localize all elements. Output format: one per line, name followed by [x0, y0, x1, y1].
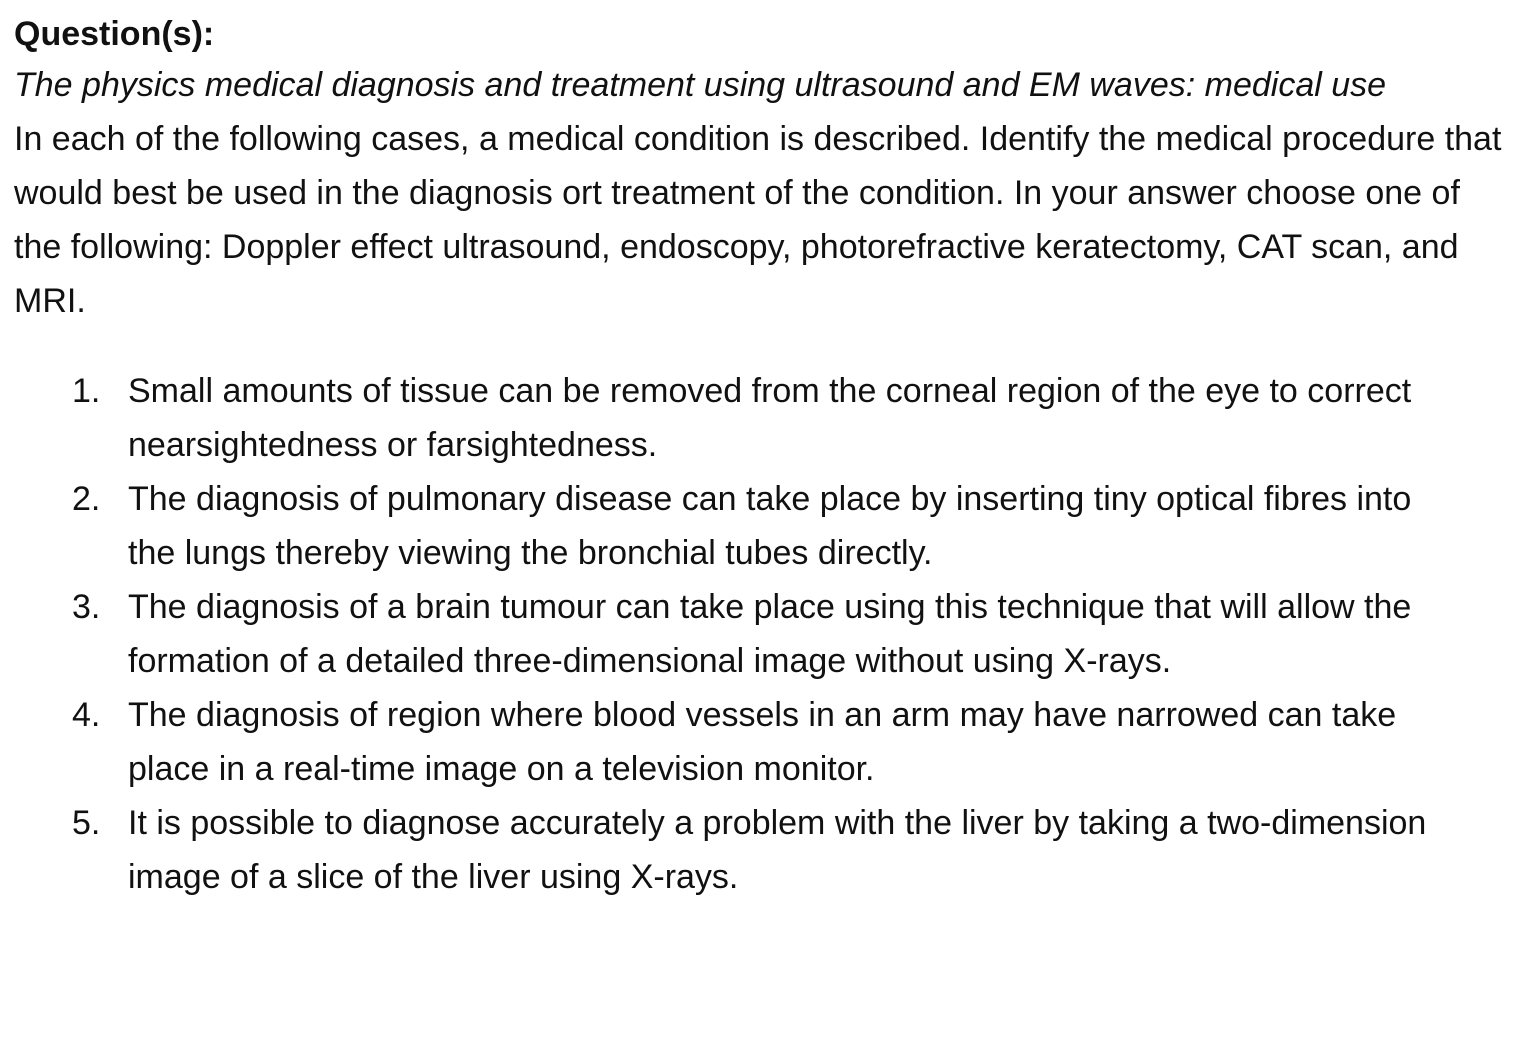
question-instructions: In each of the following cases, a medical condition is described. Identify the medical procedure that would best be used in the diagnosis ort treatment of the condition. In your answer choose one of the following: Doppler effect ultrasound, endoscopy, photorefractive keratectomy, CAT scan, and MRI. — [14, 120, 1502, 320]
case-text: The diagnosis of a brain tumour can take place using this technique that will allow the formation of a detailed three-dimensional image without using X-rays. — [128, 588, 1412, 680]
case-text: Small amounts of tissue can be removed from the corneal region of the eye to correct nearsightedness or farsightedness. — [128, 372, 1412, 464]
case-item-2 — [14, 472, 1512, 580]
case-list — [14, 364, 1512, 904]
case-number: 5. — [72, 804, 101, 842]
case-item-1 — [14, 364, 1512, 472]
question-subtitle: The physics medical diagnosis and treatment using ultrasound and EM waves: medical use — [14, 66, 1387, 104]
question-heading: Question(s): — [14, 15, 215, 53]
case-text: The diagnosis of region where blood vessels in an arm may have narrowed can take place in a real-time image on a television monitor. — [128, 696, 1397, 788]
case-number: 2. — [72, 480, 101, 518]
case-number: 1. — [72, 372, 101, 410]
case-item-4 — [14, 688, 1512, 796]
case-item-3 — [14, 580, 1512, 688]
case-text: It is possible to diagnose accurately a problem with the liver by taking a two-dimension image of a slice of the liver using X-rays. — [128, 804, 1427, 896]
case-number: 3. — [72, 588, 101, 626]
case-number: 4. — [72, 696, 101, 734]
case-item-5 — [14, 796, 1512, 904]
case-text: The diagnosis of pulmonary disease can take place by inserting tiny optical fibres into the lungs thereby viewing the bronchial tubes directly. — [128, 480, 1412, 572]
